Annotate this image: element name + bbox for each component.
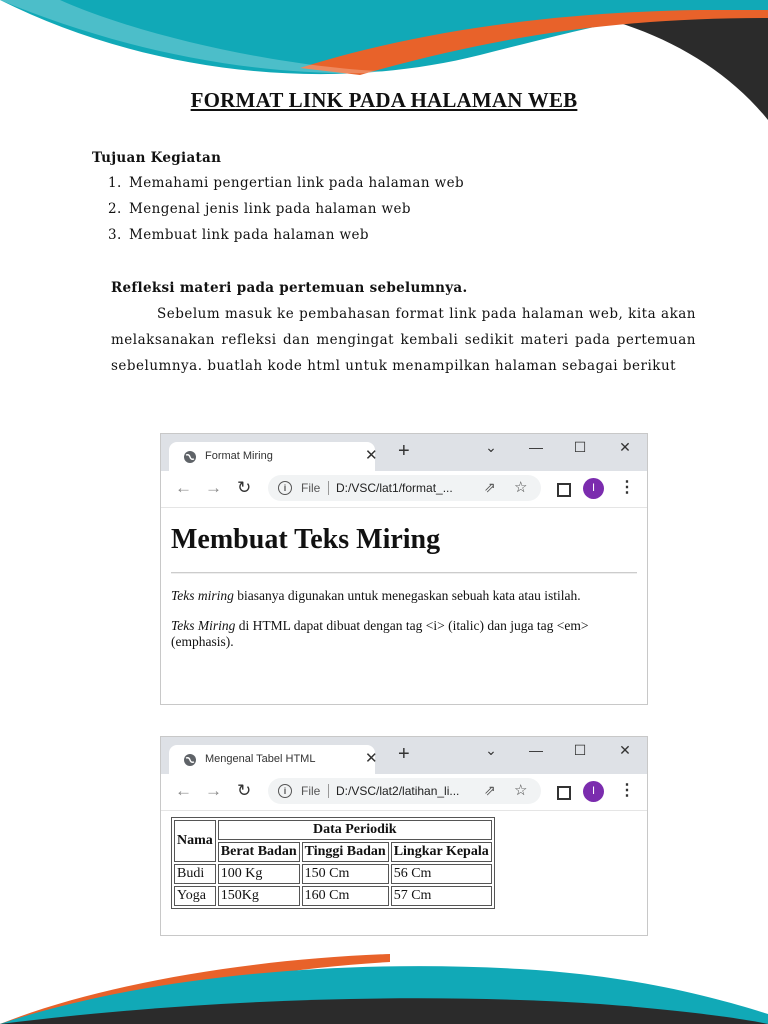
close-tab-icon[interactable]: ✕ [365, 750, 378, 767]
tab-bar [161, 737, 647, 774]
close-window-icon[interactable]: ✕ [619, 742, 631, 758]
url-text: D:/VSC/lat1/format_... [336, 481, 453, 495]
side-panel-icon[interactable] [557, 786, 571, 800]
header-nama: Nama [174, 820, 216, 862]
avatar[interactable]: I [583, 478, 604, 499]
table-row [174, 886, 492, 906]
forward-arrow-icon[interactable]: → [205, 781, 222, 800]
share-icon[interactable]: ⇗ [484, 782, 496, 798]
page-content [171, 524, 637, 664]
more-menu-icon[interactable]: ⋮ [619, 782, 635, 799]
reflection-body: Sebelum masuk ke pembahasan format link pada halaman web, kita akan melaksanakan refleksi dan mengingat kembali sedikit materi pada pertemuan sebelumnya. buatlah kode html untuk menampilkan halaman sebagai berikut [111, 306, 696, 374]
address-bar[interactable] [268, 475, 541, 501]
list-item: 2. Mengenal jenis link pada halaman web [108, 201, 411, 217]
divider [328, 481, 329, 495]
divider [171, 572, 637, 574]
table-cell: 150 Cm [302, 864, 389, 884]
table-cell: 160 Cm [302, 886, 389, 906]
address-bar[interactable] [268, 778, 541, 804]
reflection-heading: Refleksi materi pada pertemuan sebelumnya. [111, 280, 468, 296]
table-cell: 100 Kg [218, 864, 300, 884]
more-menu-icon[interactable]: ⋮ [619, 479, 635, 496]
file-label: File [301, 481, 321, 495]
browser-window-format-miring [160, 433, 648, 705]
list-item: 3. Membuat link pada halaman web [108, 227, 369, 243]
goals-heading: Tujuan Kegiatan [92, 150, 222, 166]
tab-title: Mengenal Tabel HTML [205, 753, 316, 765]
url-text: D:/VSC/lat2/latihan_li... [336, 784, 460, 798]
side-panel-icon[interactable] [557, 483, 571, 497]
globe-icon [183, 753, 197, 767]
close-tab-icon[interactable]: ✕ [365, 447, 378, 464]
table-cell: Yoga [174, 886, 216, 906]
page-heading: Membuat Teks Miring [171, 524, 441, 555]
document-title: FORMAT LINK PADA HALAMAN WEB [190, 88, 578, 112]
header-data-periodik: Data Periodik [218, 820, 492, 840]
file-label: File [301, 784, 321, 798]
tab-title: Format Miring [205, 450, 273, 462]
paragraph: Teks miring biasanya digunakan untuk menegaskan sebuah kata atau istilah. [171, 588, 581, 603]
header-cell: Tinggi Badan [302, 842, 389, 862]
reload-icon[interactable]: ↻ [237, 478, 252, 497]
close-window-icon[interactable]: ✕ [619, 439, 631, 455]
browser-toolbar [161, 471, 647, 508]
maximize-icon[interactable]: ☐ [573, 742, 587, 758]
bookmark-star-icon[interactable]: ☆ [514, 782, 528, 799]
browser-tab[interactable] [169, 442, 378, 471]
browser-tab[interactable] [169, 745, 378, 774]
table-cell: 57 Cm [391, 886, 492, 906]
bookmark-star-icon[interactable]: ☆ [514, 479, 528, 496]
maximize-icon[interactable]: ☐ [573, 439, 587, 455]
list-item: 1. Memahami pengertian link pada halaman web [108, 175, 465, 191]
minimize-icon[interactable]: — [529, 439, 543, 455]
chevron-down-icon[interactable]: ⌄ [485, 742, 497, 758]
browser-window-tabel-html [160, 736, 648, 936]
new-tab-icon[interactable]: + [398, 743, 410, 765]
forward-arrow-icon[interactable]: → [205, 478, 222, 497]
header-cell: Lingkar Kepala [391, 842, 492, 862]
table-cell: Budi [174, 864, 216, 884]
minimize-icon[interactable]: — [529, 742, 543, 758]
info-icon[interactable]: i [278, 784, 292, 798]
info-icon[interactable]: i [278, 481, 292, 495]
paragraph: Teks Miring di HTML dapat dibuat dengan tag <i> (italic) dan juga tag <em> (emphasis). [171, 618, 589, 649]
table-row [174, 864, 492, 884]
browser-toolbar [161, 774, 647, 811]
table-row [174, 842, 492, 862]
reload-icon[interactable]: ↻ [237, 781, 252, 800]
share-icon[interactable]: ⇗ [484, 479, 496, 495]
back-arrow-icon[interactable]: ← [175, 478, 192, 497]
globe-icon [183, 450, 197, 464]
data-table [171, 817, 495, 909]
goals-list [108, 175, 464, 253]
table-cell: 56 Cm [391, 864, 492, 884]
chevron-down-icon[interactable]: ⌄ [485, 439, 497, 455]
avatar[interactable]: I [583, 781, 604, 802]
divider [328, 784, 329, 798]
back-arrow-icon[interactable]: ← [175, 781, 192, 800]
header-cell: Berat Badan [218, 842, 300, 862]
bottom-wave-decoration [0, 944, 768, 1024]
table-row [174, 820, 492, 840]
table-cell: 150Kg [218, 886, 300, 906]
new-tab-icon[interactable]: + [398, 440, 410, 462]
tab-bar [161, 434, 647, 471]
